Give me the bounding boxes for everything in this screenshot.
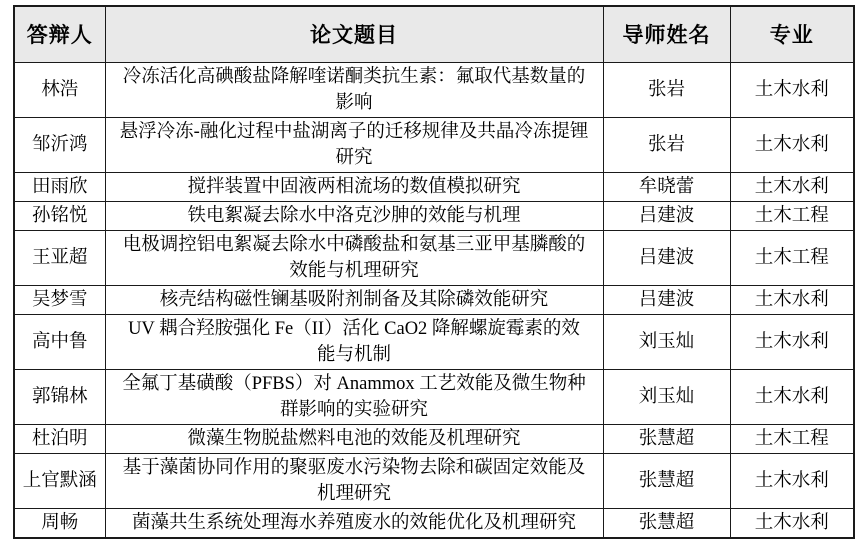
thesis-title-cell: 菌藻共生系统处理海水养殖废水的效能优化及机理研究 <box>105 508 603 538</box>
defender-cell: 吴梦雪 <box>14 285 105 314</box>
advisor-cell: 吕建波 <box>603 230 730 285</box>
header-major: 专业 <box>730 6 854 62</box>
advisor-cell: 张岩 <box>603 117 730 172</box>
advisor-cell: 张岩 <box>603 62 730 117</box>
major-cell: 土木工程 <box>730 230 854 285</box>
table-body <box>14 62 854 538</box>
thesis-title-cell: 微藻生物脱盐燃料电池的效能及机理研究 <box>105 424 603 453</box>
thesis-title-cell: 铁电絮凝去除水中洛克沙胂的效能与机理 <box>105 201 603 230</box>
major-cell: 土木水利 <box>730 172 854 201</box>
defense-schedule-table <box>13 5 855 539</box>
defender-cell: 周畅 <box>14 508 105 538</box>
defender-cell: 孙铭悦 <box>14 201 105 230</box>
table-row <box>14 453 854 508</box>
table-header <box>14 6 854 62</box>
defender-cell: 王亚超 <box>14 230 105 285</box>
major-cell: 土木工程 <box>730 201 854 230</box>
header-advisor: 导师姓名 <box>603 6 730 62</box>
advisor-cell: 吕建波 <box>603 201 730 230</box>
header-thesis-title: 论文题目 <box>105 6 603 62</box>
defender-cell: 上官默涵 <box>14 453 105 508</box>
major-cell: 土木水利 <box>730 62 854 117</box>
header-row <box>14 6 854 62</box>
advisor-cell: 刘玉灿 <box>603 314 730 369</box>
table-row <box>14 314 854 369</box>
thesis-title-cell: 冷冻活化高碘酸盐降解喹诺酮类抗生素：氟取代基数量的影响 <box>105 62 603 117</box>
thesis-title-cell: 核壳结构磁性镧基吸附剂制备及其除磷效能研究 <box>105 285 603 314</box>
defender-cell: 杜泊明 <box>14 424 105 453</box>
defender-cell: 林浩 <box>14 62 105 117</box>
defender-cell: 高中鲁 <box>14 314 105 369</box>
table-row <box>14 117 854 172</box>
thesis-title-cell: 搅拌装置中固液两相流场的数值模拟研究 <box>105 172 603 201</box>
thesis-title-cell: 悬浮冷冻-融化过程中盐湖离子的迁移规律及共晶冷冻提锂研究 <box>105 117 603 172</box>
major-cell: 土木水利 <box>730 453 854 508</box>
major-cell: 土木水利 <box>730 508 854 538</box>
table-row <box>14 62 854 117</box>
table-row <box>14 172 854 201</box>
table-row <box>14 508 854 538</box>
table-row <box>14 369 854 424</box>
advisor-cell: 张慧超 <box>603 424 730 453</box>
major-cell: 土木工程 <box>730 424 854 453</box>
advisor-cell: 张慧超 <box>603 508 730 538</box>
defender-cell: 郭锦林 <box>14 369 105 424</box>
thesis-title-cell: 基于藻菌协同作用的聚驱废水污染物去除和碳固定效能及机理研究 <box>105 453 603 508</box>
thesis-title-cell: UV 耦合羟胺强化 Fe（II）活化 CaO2 降解螺旋霉素的效能与机制 <box>105 314 603 369</box>
advisor-cell: 张慧超 <box>603 453 730 508</box>
advisor-cell: 吕建波 <box>603 285 730 314</box>
defender-cell: 邹沂鸿 <box>14 117 105 172</box>
thesis-title-cell: 电极调控铝电絮凝去除水中磷酸盐和氨基三亚甲基膦酸的效能与机理研究 <box>105 230 603 285</box>
major-cell: 土木水利 <box>730 369 854 424</box>
table-row <box>14 230 854 285</box>
table-row <box>14 285 854 314</box>
table-row <box>14 424 854 453</box>
thesis-title-cell: 全氟丁基磺酸（PFBS）对 Anammox 工艺效能及微生物种群影响的实验研究 <box>105 369 603 424</box>
defender-cell: 田雨欣 <box>14 172 105 201</box>
advisor-cell: 牟晓蕾 <box>603 172 730 201</box>
major-cell: 土木水利 <box>730 285 854 314</box>
header-defender: 答辩人 <box>14 6 105 62</box>
major-cell: 土木水利 <box>730 117 854 172</box>
advisor-cell: 刘玉灿 <box>603 369 730 424</box>
major-cell: 土木水利 <box>730 314 854 369</box>
table-row <box>14 201 854 230</box>
